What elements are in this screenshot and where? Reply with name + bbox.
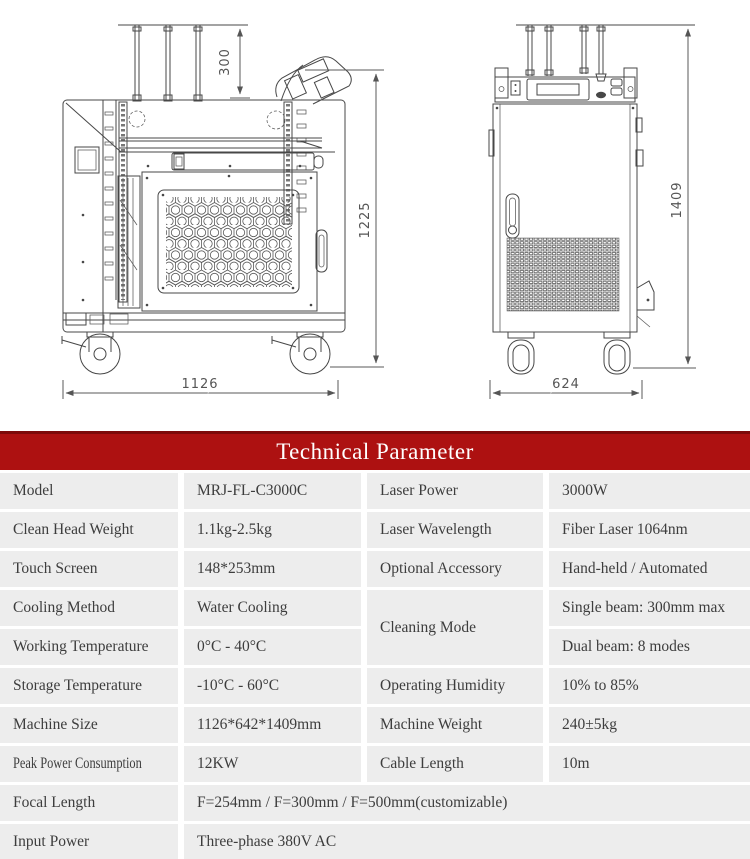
param-value-wide: F=254mm / F=300mm / F=500mm(customizable)	[184, 785, 750, 821]
param-label: Touch Screen	[0, 551, 178, 587]
param-label: Operating Humidity	[367, 668, 543, 704]
param-value: Water Cooling	[184, 590, 361, 626]
rear-view-drawing	[489, 25, 696, 399]
param-value: -10°C - 60°C	[184, 668, 361, 704]
param-value: MRJ-FL-C3000C	[184, 473, 361, 509]
param-label: Cable Length	[367, 746, 543, 782]
param-value: Dual beam: 8 modes	[549, 629, 750, 665]
param-label: Machine Weight	[367, 707, 543, 743]
param-label: Laser Power	[367, 473, 543, 509]
param-label: Optional Accessory	[367, 551, 543, 587]
param-label: Input Power	[0, 824, 178, 859]
dim-label-1126: 1126	[181, 377, 219, 392]
side-view-drawing	[62, 25, 384, 399]
param-value: 240±5kg	[549, 707, 750, 743]
param-value: 1.1kg-2.5kg	[184, 512, 361, 548]
param-value: 10m	[549, 746, 750, 782]
param-label: Clean Head Weight	[0, 512, 178, 548]
param-value: 12KW	[184, 746, 361, 782]
param-label	[0, 746, 178, 782]
dim-label-1409: 1409	[670, 181, 685, 219]
param-label-cleaning-mode: Cleaning Mode	[367, 590, 543, 665]
param-value: 10% to 85%	[549, 668, 750, 704]
dim-label-1225: 1225	[358, 201, 373, 239]
dim-label-300: 300	[218, 48, 233, 76]
param-value: Fiber Laser 1064nm	[549, 512, 750, 548]
param-label: Cooling Method	[0, 590, 178, 626]
param-value-wide: Three-phase 380V AC	[184, 824, 750, 859]
param-label: Focal Length	[0, 785, 178, 821]
param-label-text: Peak Power Consumption	[13, 755, 142, 772]
param-value: 0°C - 40°C	[184, 629, 361, 665]
table-header	[0, 434, 750, 470]
param-value: 148*253mm	[184, 551, 361, 587]
param-value: 3000W	[549, 473, 750, 509]
dim-label-624: 624	[552, 377, 580, 392]
table-title: Technical Parameter	[276, 439, 474, 464]
param-label: Storage Temperature	[0, 668, 178, 704]
param-label: Machine Size	[0, 707, 178, 743]
param-value: Single beam: 300mm max	[549, 590, 750, 626]
param-label: Working Temperature	[0, 629, 178, 665]
param-label: Model	[0, 473, 178, 509]
parameter-grid	[0, 473, 750, 859]
param-label: Laser Wavelength	[367, 512, 543, 548]
param-value: Hand-held / Automated	[549, 551, 750, 587]
technical-parameter-table	[0, 431, 750, 859]
param-value: 1126*642*1409mm	[184, 707, 361, 743]
